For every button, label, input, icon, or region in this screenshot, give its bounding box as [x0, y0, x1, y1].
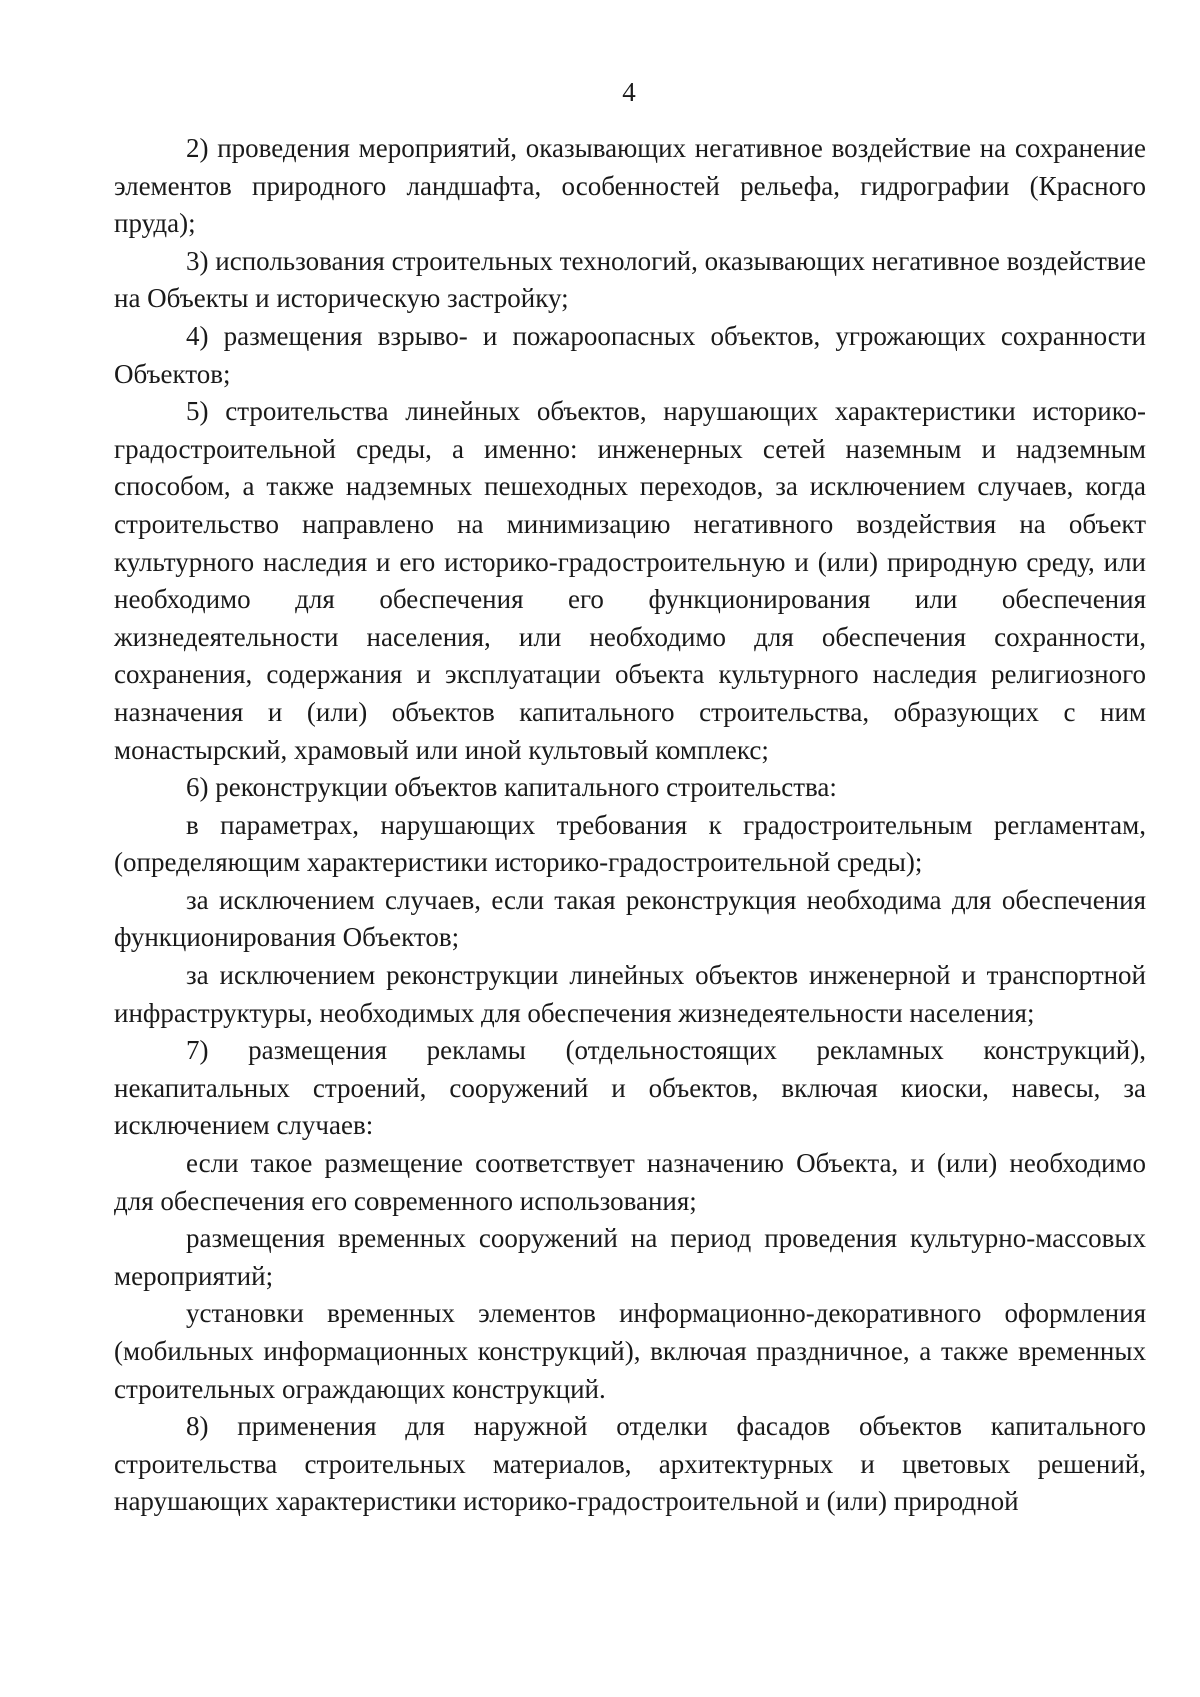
paragraph-item-7-exception: установки временных элементов информационно-декоративного оформления (мобильных информационных конструкций), включая праздничное, а также временных строительных ограждающих конструкций.	[114, 1298, 1146, 1404]
paragraph-item-6-exception: за исключением реконструкции линейных объектов инженерной и транспортной инфраструктуры, необходимых для обеспечения жизнедеятельности населения;	[114, 960, 1146, 1028]
paragraph-item-5: 5) строительства линейных объектов, нарушающих характеристики историко-градостроительной среды, а именно: инженерных сетей наземным и надземным способом, а также надземных пешеходных переходов, за исключением случаев, когда строительство направлено на минимизацию негативного воздействия на объект культурного наследия и его историко-градостроительную и (или) природную среду, или необходимо для обеспечения его функционирования или обеспечения жизнедеятельности населения, или необходимо для обеспечения сохранности, сохранения, содержания и эксплуатации объекта культурного наследия религиозного назначения и (или) объектов капитального строительства, образующих с ним монастырский, храмовый или иной культовый комплекс;	[114, 396, 1146, 765]
paragraph-item-4: 4) размещения взрыво- и пожароопасных объектов, угрожающих сохранности Объектов;	[114, 320, 1146, 389]
document-body	[114, 130, 1146, 1521]
paragraph-item-6-subclause: в параметрах, нарушающих требования к градостроительным регламентам, (определяющим характеристики историко-градостроительной среды);	[114, 809, 1146, 878]
paragraph-item-3: 3) использования строительных технологий, оказывающих негативное воздействие на Объекты и историческую застройку;	[114, 245, 1146, 314]
paragraph-item-7-exception: если такое размещение соответствует назначению Объекта, и (или) необходимо для обеспечения его современного использования;	[114, 1148, 1146, 1216]
paragraph-item-7-exception: размещения временных сооружений на период проведения культурно-массовых мероприятий;	[114, 1223, 1146, 1291]
paragraph-item-6: 6) реконструкции объектов капитального строительства:	[186, 772, 837, 803]
paragraph-item-6-exception: за исключением случаев, если такая реконструкция необходима для обеспечения функционирования Объектов;	[114, 884, 1146, 953]
page-number: 4	[622, 77, 636, 107]
paragraph-item-8: 8) применения для наружной отделки фасадов объектов капитального строительства строительных материалов, архитектурных и цветовых решений, нарушающих характеристики историко-градостроительной и (или) природной	[114, 1411, 1146, 1517]
paragraph-item-2: 2) проведения мероприятий, оказывающих негативное воздействие на сохранение элементов природного ландшафта, особенностей рельефа, гидрографии (Красного пруда);	[114, 133, 1146, 239]
paragraph-item-7: 7) размещения рекламы (отдельностоящих рекламных конструкций), некапитальных строений, сооружений и объектов, включая киоски, навесы, за исключением случаев:	[114, 1035, 1146, 1141]
